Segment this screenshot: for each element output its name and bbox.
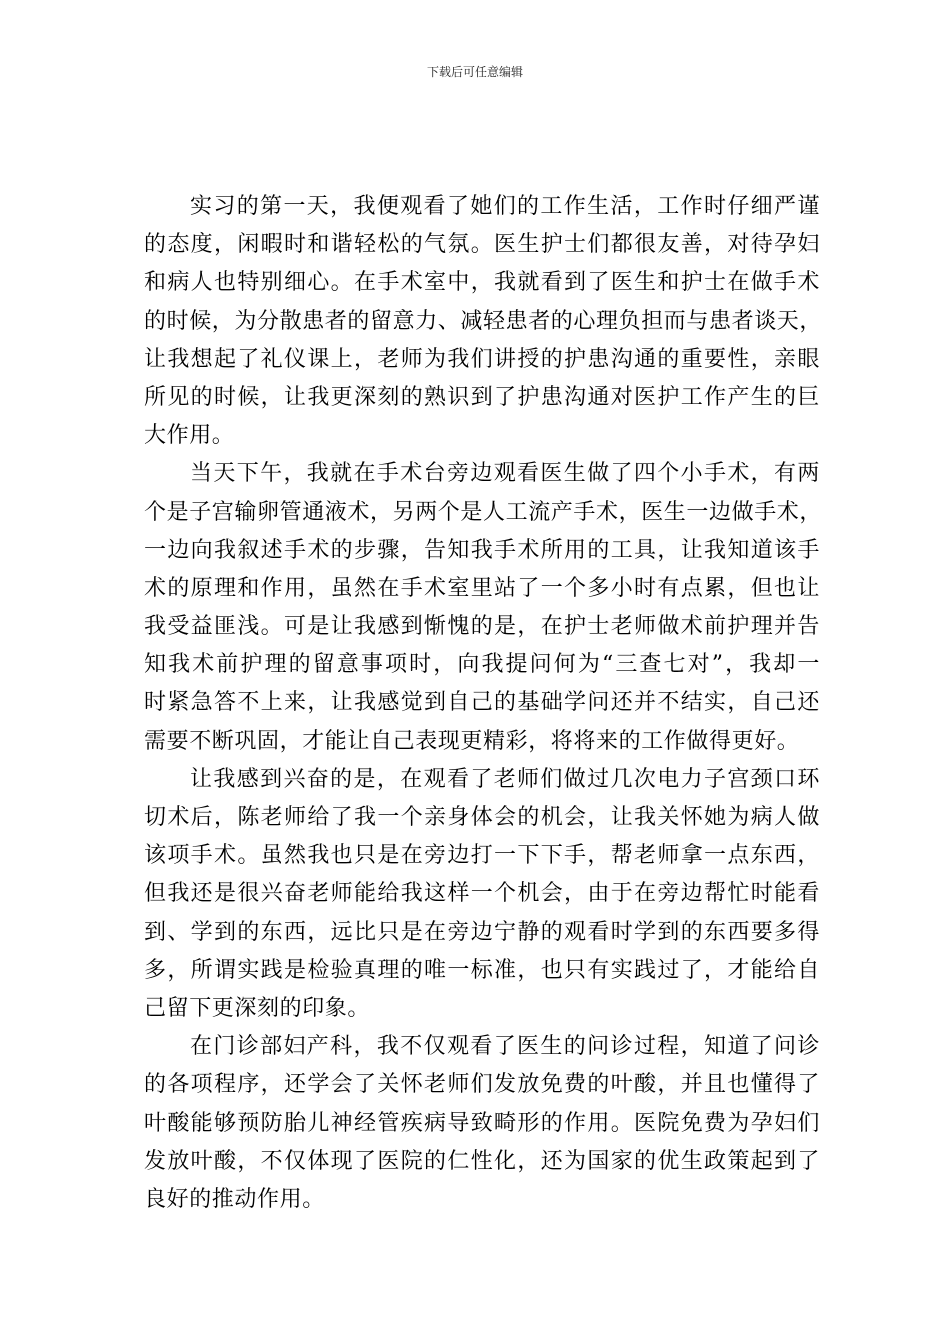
text-line: 切术后，陈老师给了我一个亲身体会的机会，让我关怀她为病人做 xyxy=(144,805,820,830)
text-line: 但我还是很兴奋老师能给我这样一个机会，由于在旁边帮忙时能看 xyxy=(144,881,820,907)
text-line: 和病人也特别细心。在手术室中，我就看到了医生和护士在做手术 xyxy=(144,270,820,296)
text-line: 的时候，为分散患者的留意力、减轻患者的心理负担而与患者谈天， xyxy=(144,308,823,334)
page-header: 下载后可任意编辑 xyxy=(426,65,523,79)
text-line: 发放叶酸，不仅体现了医院的仁性化，还为国家的优生政策起到了 xyxy=(144,1148,820,1174)
text-line: 让我感到兴奋的是，在观看了老师们做过几次电力子宫颈口环 xyxy=(190,766,820,792)
text-line: 己留下更深刻的印象。 xyxy=(144,995,371,1021)
text-line: 的态度，闲暇时和谐轻松的气氛。医生护士们都很友善，对待孕妇 xyxy=(144,232,820,258)
paragraph-3 xyxy=(144,761,820,1028)
text-line: 该项手术。虽然我也只是在旁边打一下下手，帮老师拿一点东西， xyxy=(144,843,820,869)
text-line: 我受益匪浅。可是让我感到惭愧的是，在护士老师做术前护理并告 xyxy=(144,614,820,640)
text-line: 叶酸能够预防胎儿神经管疾病导致畸形的作用。医院免费为孕妇们 xyxy=(144,1110,820,1136)
text-line: 当天下午，我就在手术台旁边观看医生做了四个小手术，有两 xyxy=(190,461,820,487)
paragraph-1 xyxy=(144,188,823,455)
text-line: 让我想起了礼仪课上，老师为我们讲授的护患沟通的重要性，亲眼 xyxy=(144,346,820,372)
text-line: 实习的第一天，我便观看了她们的工作生活，工作时仔细严谨 xyxy=(190,194,820,219)
paragraph-4 xyxy=(144,1028,820,1219)
document-body xyxy=(144,188,823,1219)
text-line: 时紧急答不上来，让我感觉到自己的基础学问还并不结实，自己还 xyxy=(144,690,820,716)
text-line: 良好的推动作用。 xyxy=(144,1186,325,1212)
text-line: 在门诊部妇产科，我不仅观看了医生的问诊过程，知道了问诊 xyxy=(190,1034,820,1060)
text-line: 到、学到的东西，远比只是在旁边宁静的观看时学到的东西要多得 xyxy=(144,919,820,945)
text-line: 的各项程序，还学会了关怀老师们发放免费的叶酸，并且也懂得了 xyxy=(144,1072,820,1098)
text-line: 所见的时候，让我更深刻的熟识到了护患沟通对医护工作产生的巨 xyxy=(144,384,820,410)
text-line: 需要不断巩固，才能让自己表现更精彩，将将来的工作做得更好。 xyxy=(144,728,800,754)
text-line: 大作用。 xyxy=(144,423,235,449)
text-line: 术的原理和作用，虽然在手术室里站了一个多小时有点累，但也让 xyxy=(144,575,820,601)
text-line: 一边向我叙述手术的步骤，告知我手术所用的工具，让我知道该手 xyxy=(144,537,820,563)
text-line: 知我术前护理的留意事项时，向我提问何为“三查七对”，我却一 xyxy=(144,652,820,678)
paragraph-2 xyxy=(144,455,823,761)
text-line: 多，所谓实践是检验真理的唯一标准，也只有实践过了，才能给自 xyxy=(144,957,820,983)
text-line: 个是子宫输卵管通液术，另两个是人工流产手术，医生一边做手术， xyxy=(144,499,823,525)
